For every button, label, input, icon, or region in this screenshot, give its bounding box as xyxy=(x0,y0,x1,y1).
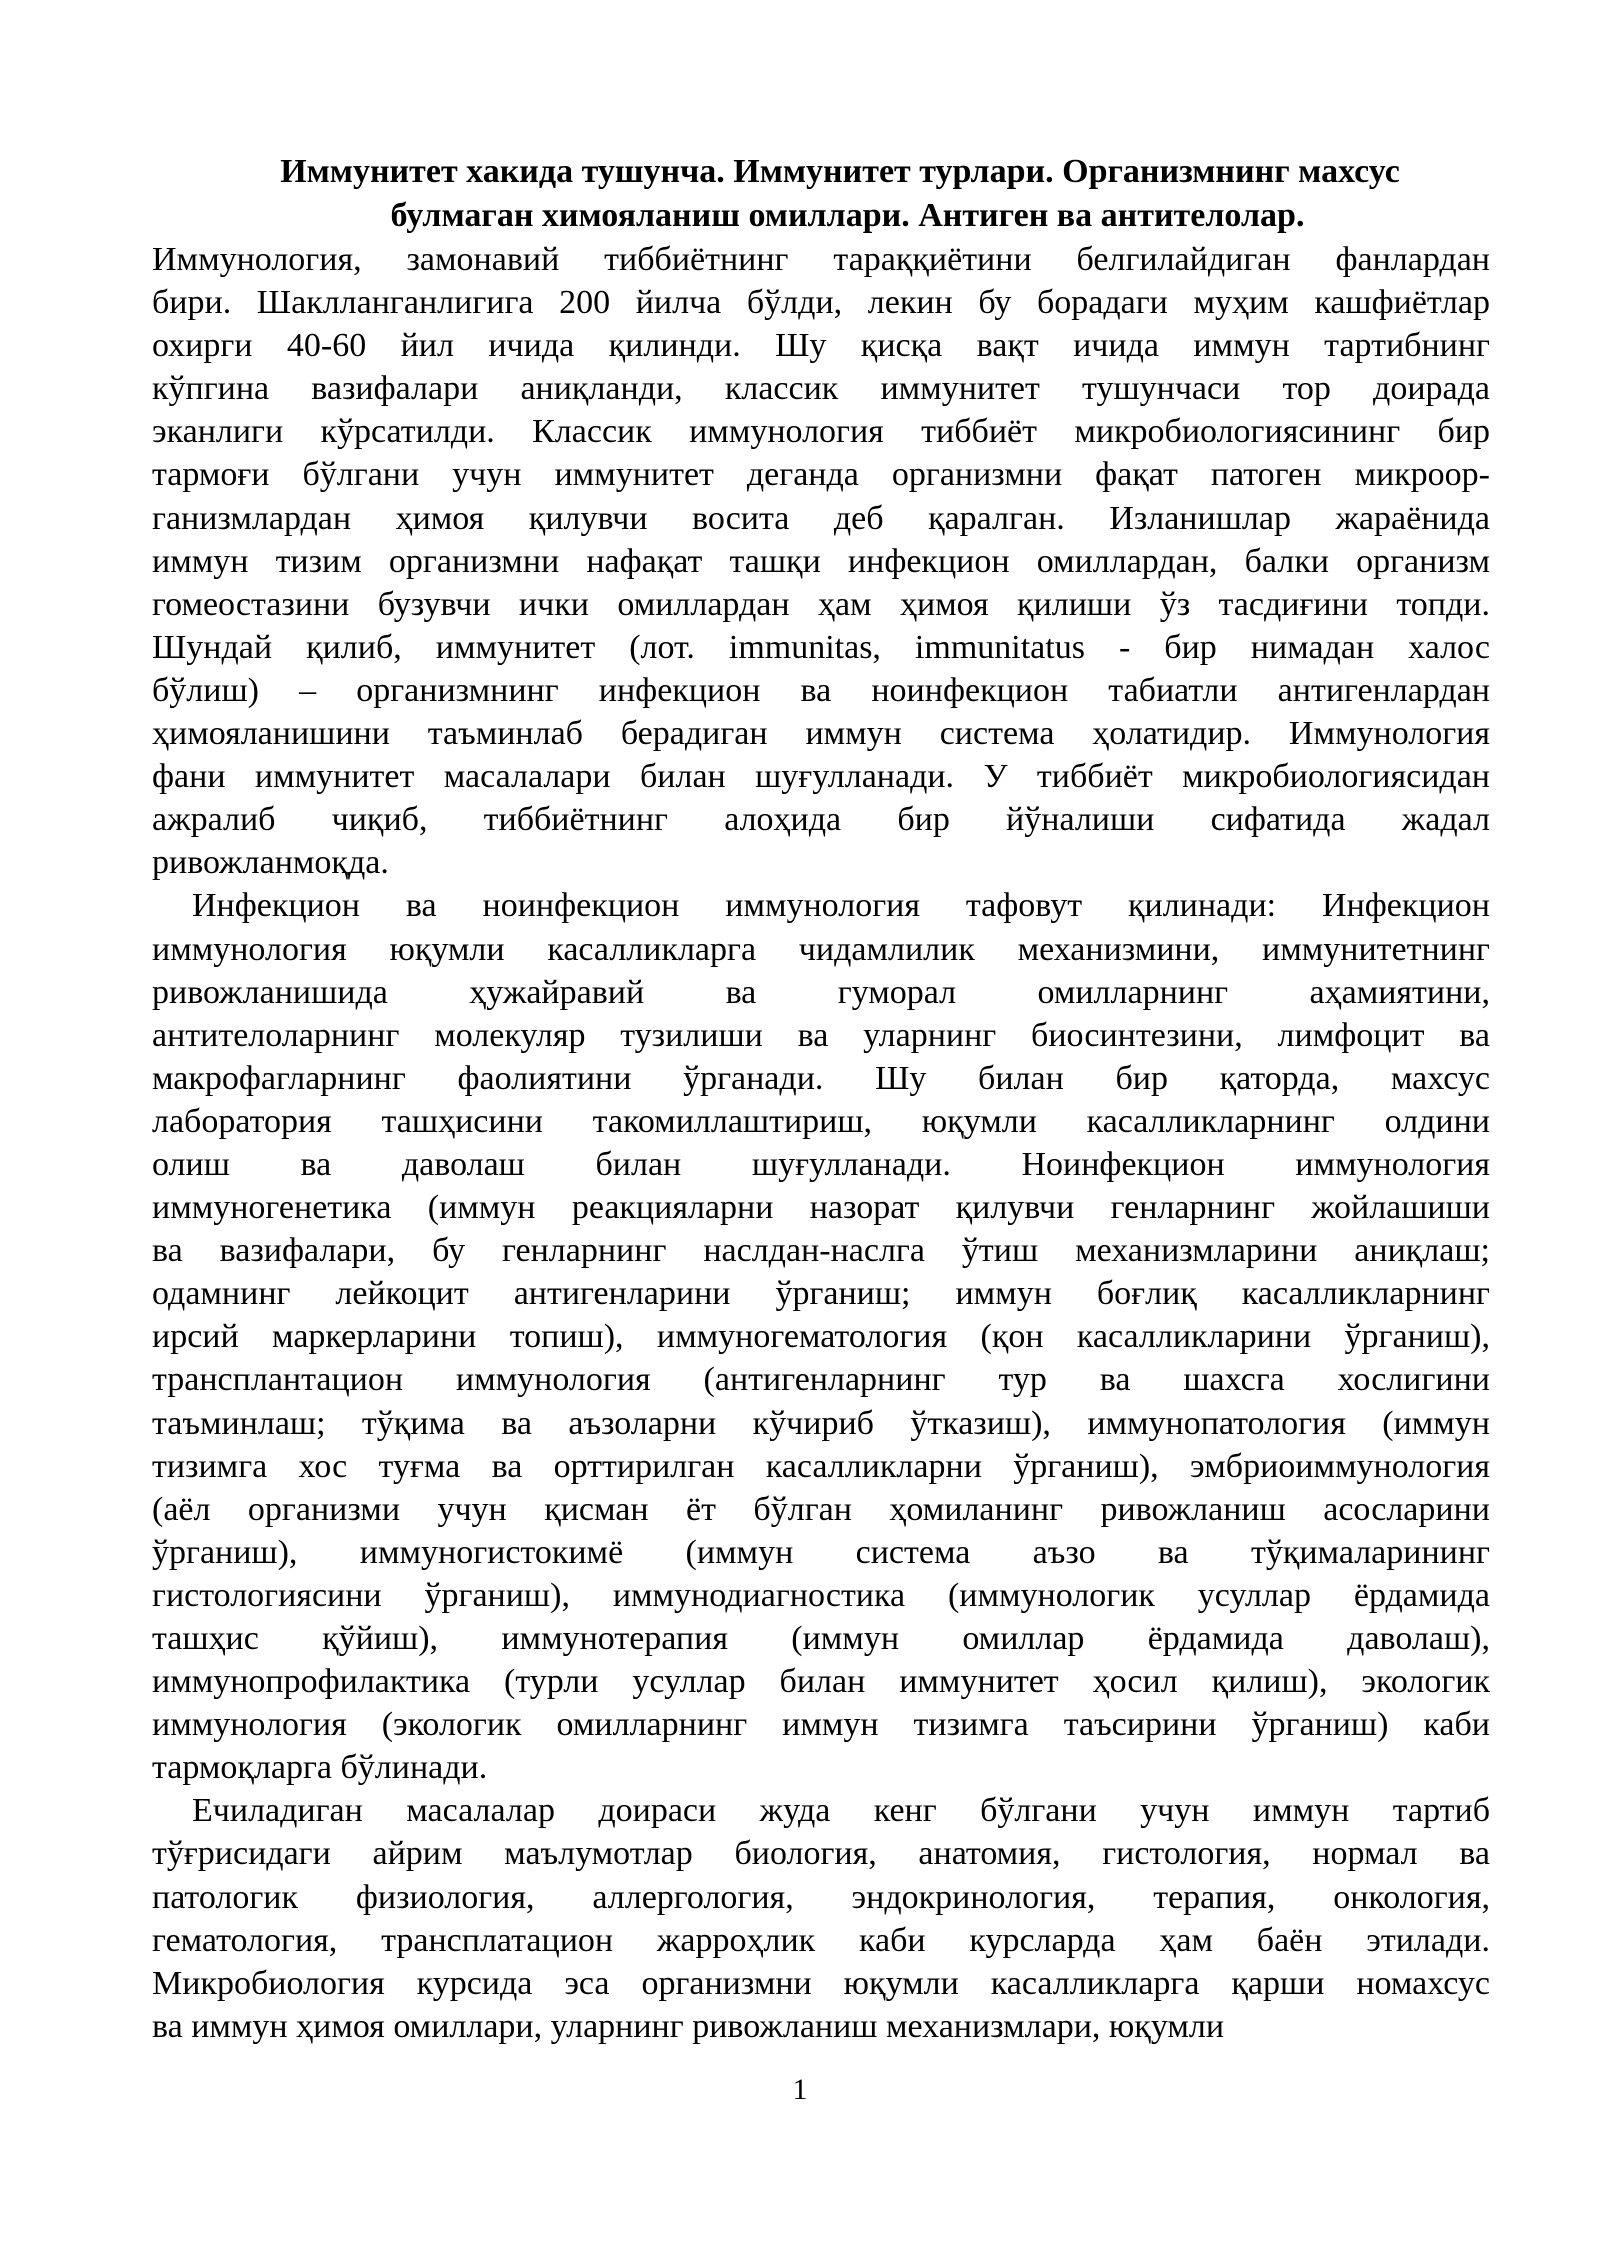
paragraph-line: бўлиш) – организмнинг инфекцион ва ноинфекцион табиатли антигенлардан xyxy=(152,671,1490,709)
paragraph-line: иммун тизим организмни нафақат ташқи инфекцион омиллардан, балки организм xyxy=(152,542,1490,580)
paragraph-line: бири. Шаклланганлигига 200 йилча бўлди, лекин бу борадаги муҳим кашфиётлар xyxy=(152,284,1490,322)
paragraph-line: ҳимояланишини таъминлаб берадиган иммун система ҳолатидир. Иммунология xyxy=(152,715,1490,753)
paragraph-line: ташҳис қўйиш), иммунотерапия (иммун омиллар ёрдамида даволаш), xyxy=(152,1620,1490,1657)
document-title xyxy=(150,150,1510,238)
paragraph-line: Ечиладиган масалалар доираси жуда кенг бўлгани учун иммун тартиб xyxy=(192,1792,1490,1830)
paragraph-line: гомеостазини бузувчи ички омиллардан ҳам ҳимоя қилиши ўз тасдиғини топди. xyxy=(152,585,1490,623)
paragraph-line: (аёл организми учун қисман ёт бўлган ҳомиланинг ривожланиш асосларини xyxy=(152,1490,1490,1528)
paragraph-line: патологик физиология, аллергология, эндокринология, терапия, онкология, xyxy=(152,1878,1490,1916)
paragraph-line: гистологиясини ўрганиш), иммунодиагностика (иммунологик усуллар ёрдамида xyxy=(152,1576,1490,1614)
paragraph-line: иммуногенетика (иммун реакцияларни назорат қилувчи генларнинг жойлашиши xyxy=(152,1189,1490,1227)
paragraph-line: ва вазифалари, бу генларнинг наслдан-наслга ўтиш механизмларини аниқлаш; xyxy=(152,1232,1490,1270)
paragraph-line: ажралиб чиқиб, тиббиётнинг алоҳида бир йўналиши сифатида жадал xyxy=(152,801,1490,839)
paragraph-line: ўрганиш), иммуногистокимё (иммун система аъзо ва тўқималарининг xyxy=(152,1533,1490,1571)
paragraph-line: иммунология (экологик омилларнинг иммун тизимга таъсирини ўрганиш) каби xyxy=(152,1706,1490,1744)
paragraph-line: ва иммун ҳимоя омиллари, уларнинг ривожланиш механизмлари, юқумли xyxy=(152,2007,1225,2045)
paragraph-line: кўпгина вазифалари аниқланди, классик иммунитет тушунчаси тор доирада xyxy=(152,370,1490,408)
paragraph-line: иммунопрофилактика (турли усуллар билан иммунитет ҳосил қилиш), экологик xyxy=(152,1663,1490,1701)
paragraph-line: Инфекцион ва ноинфекцион иммунология тафовут қилинади: Инфекцион xyxy=(192,887,1490,925)
paragraph-line: иммунология юқумли касалликларга чидамлилик механизмини, иммунитетнинг xyxy=(152,930,1490,968)
paragraph-line: трансплантацион иммунология (антигенларнинг тур ва шахсга хослигини xyxy=(152,1361,1490,1399)
paragraph-line: тармоғи бўлгани учун иммунитет деганда организмни фақат патоген микроор- xyxy=(152,456,1490,494)
paragraph xyxy=(152,238,1490,884)
paragraph-line: ривожланишида ҳужайравий ва гуморал омилларнинг аҳамиятини, xyxy=(152,973,1490,1011)
paragraph-line: ирсий маркерларини топиш), иммуногематология (қон касалликларини ўрганиш), xyxy=(152,1318,1490,1356)
paragraph-line: макрофагларнинг фаолиятини ўрганади. Шу билан бир қаторда, махсус xyxy=(152,1059,1490,1097)
document-body xyxy=(152,238,1490,2048)
paragraph-line: ганизмлардан ҳимоя қилувчи восита деб қаралган. Изланишлар жараёнида xyxy=(152,499,1490,537)
paragraph-line: гематология, трансплатацион жарроҳлик каби курсларда ҳам баён этилади. xyxy=(152,1921,1490,1959)
paragraph-line: фани иммунитет масалалари билан шуғулланади. У тиббиёт микробиологиясидан xyxy=(152,758,1490,796)
title-line-2: булмаган химояланиш омиллари. Антиген ва антителолар. xyxy=(390,197,1305,234)
paragraph-line: тармоқларга бўлинади. xyxy=(152,1749,488,1787)
paragraph xyxy=(152,884,1490,1789)
paragraph xyxy=(152,1789,1490,2048)
page-number: 1 xyxy=(792,2073,808,2106)
paragraph-line: таъминлаш; тўқима ва аъзоларни кўчириб ўтказиш), иммунопатология (иммун xyxy=(152,1404,1490,1442)
paragraph-line: охирги 40-60 йил ичида қилинди. Шу қисқа вақт ичида иммун тартибнинг xyxy=(152,327,1490,365)
title-line-1: Иммунитет хакида тушунча. Иммунитет турлари. Организмнинг махсус xyxy=(280,153,1400,190)
paragraph-line: Шундай қилиб, иммунитет (лот. immunitas, immunitatus - бир нимадан халос xyxy=(152,628,1490,666)
paragraph-line: эканлиги кўрсатилди. Классик иммунология тиббиёт микробиологиясининг бир xyxy=(152,413,1490,451)
paragraph-line: антителоларнинг молекуляр тузилиши ва уларнинг биосинтезини, лимфоцит ва xyxy=(152,1016,1490,1054)
paragraph-line: тизимга хос туғма ва орттирилган касалликларни ўрганиш), эмбриоиммунология xyxy=(152,1447,1490,1485)
paragraph-line: Иммунология, замонавий тиббиётнинг тараққиётини белгилайдиган фанлардан xyxy=(152,241,1490,278)
paragraph-line: ривожланмоқда. xyxy=(152,844,389,882)
paragraph-line: лаборатория ташҳисини такомиллаштириш, юқумли касалликларнинг олдини xyxy=(152,1102,1490,1140)
paragraph-line: тўғрисидаги айрим маълумотлар биология, анатомия, гистология, нормал ва xyxy=(152,1835,1490,1873)
paragraph-line: Микробиология курсида эса организмни юқумли касалликларга қарши номахсус xyxy=(152,1964,1490,2002)
paragraph-line: олиш ва даволаш билан шуғулланади. Ноинфекцион иммунология xyxy=(152,1145,1490,1183)
paragraph-line: одамнинг лейкоцит антигенларини ўрганиш; иммун боғлиқ касалликларнинг xyxy=(152,1275,1490,1313)
